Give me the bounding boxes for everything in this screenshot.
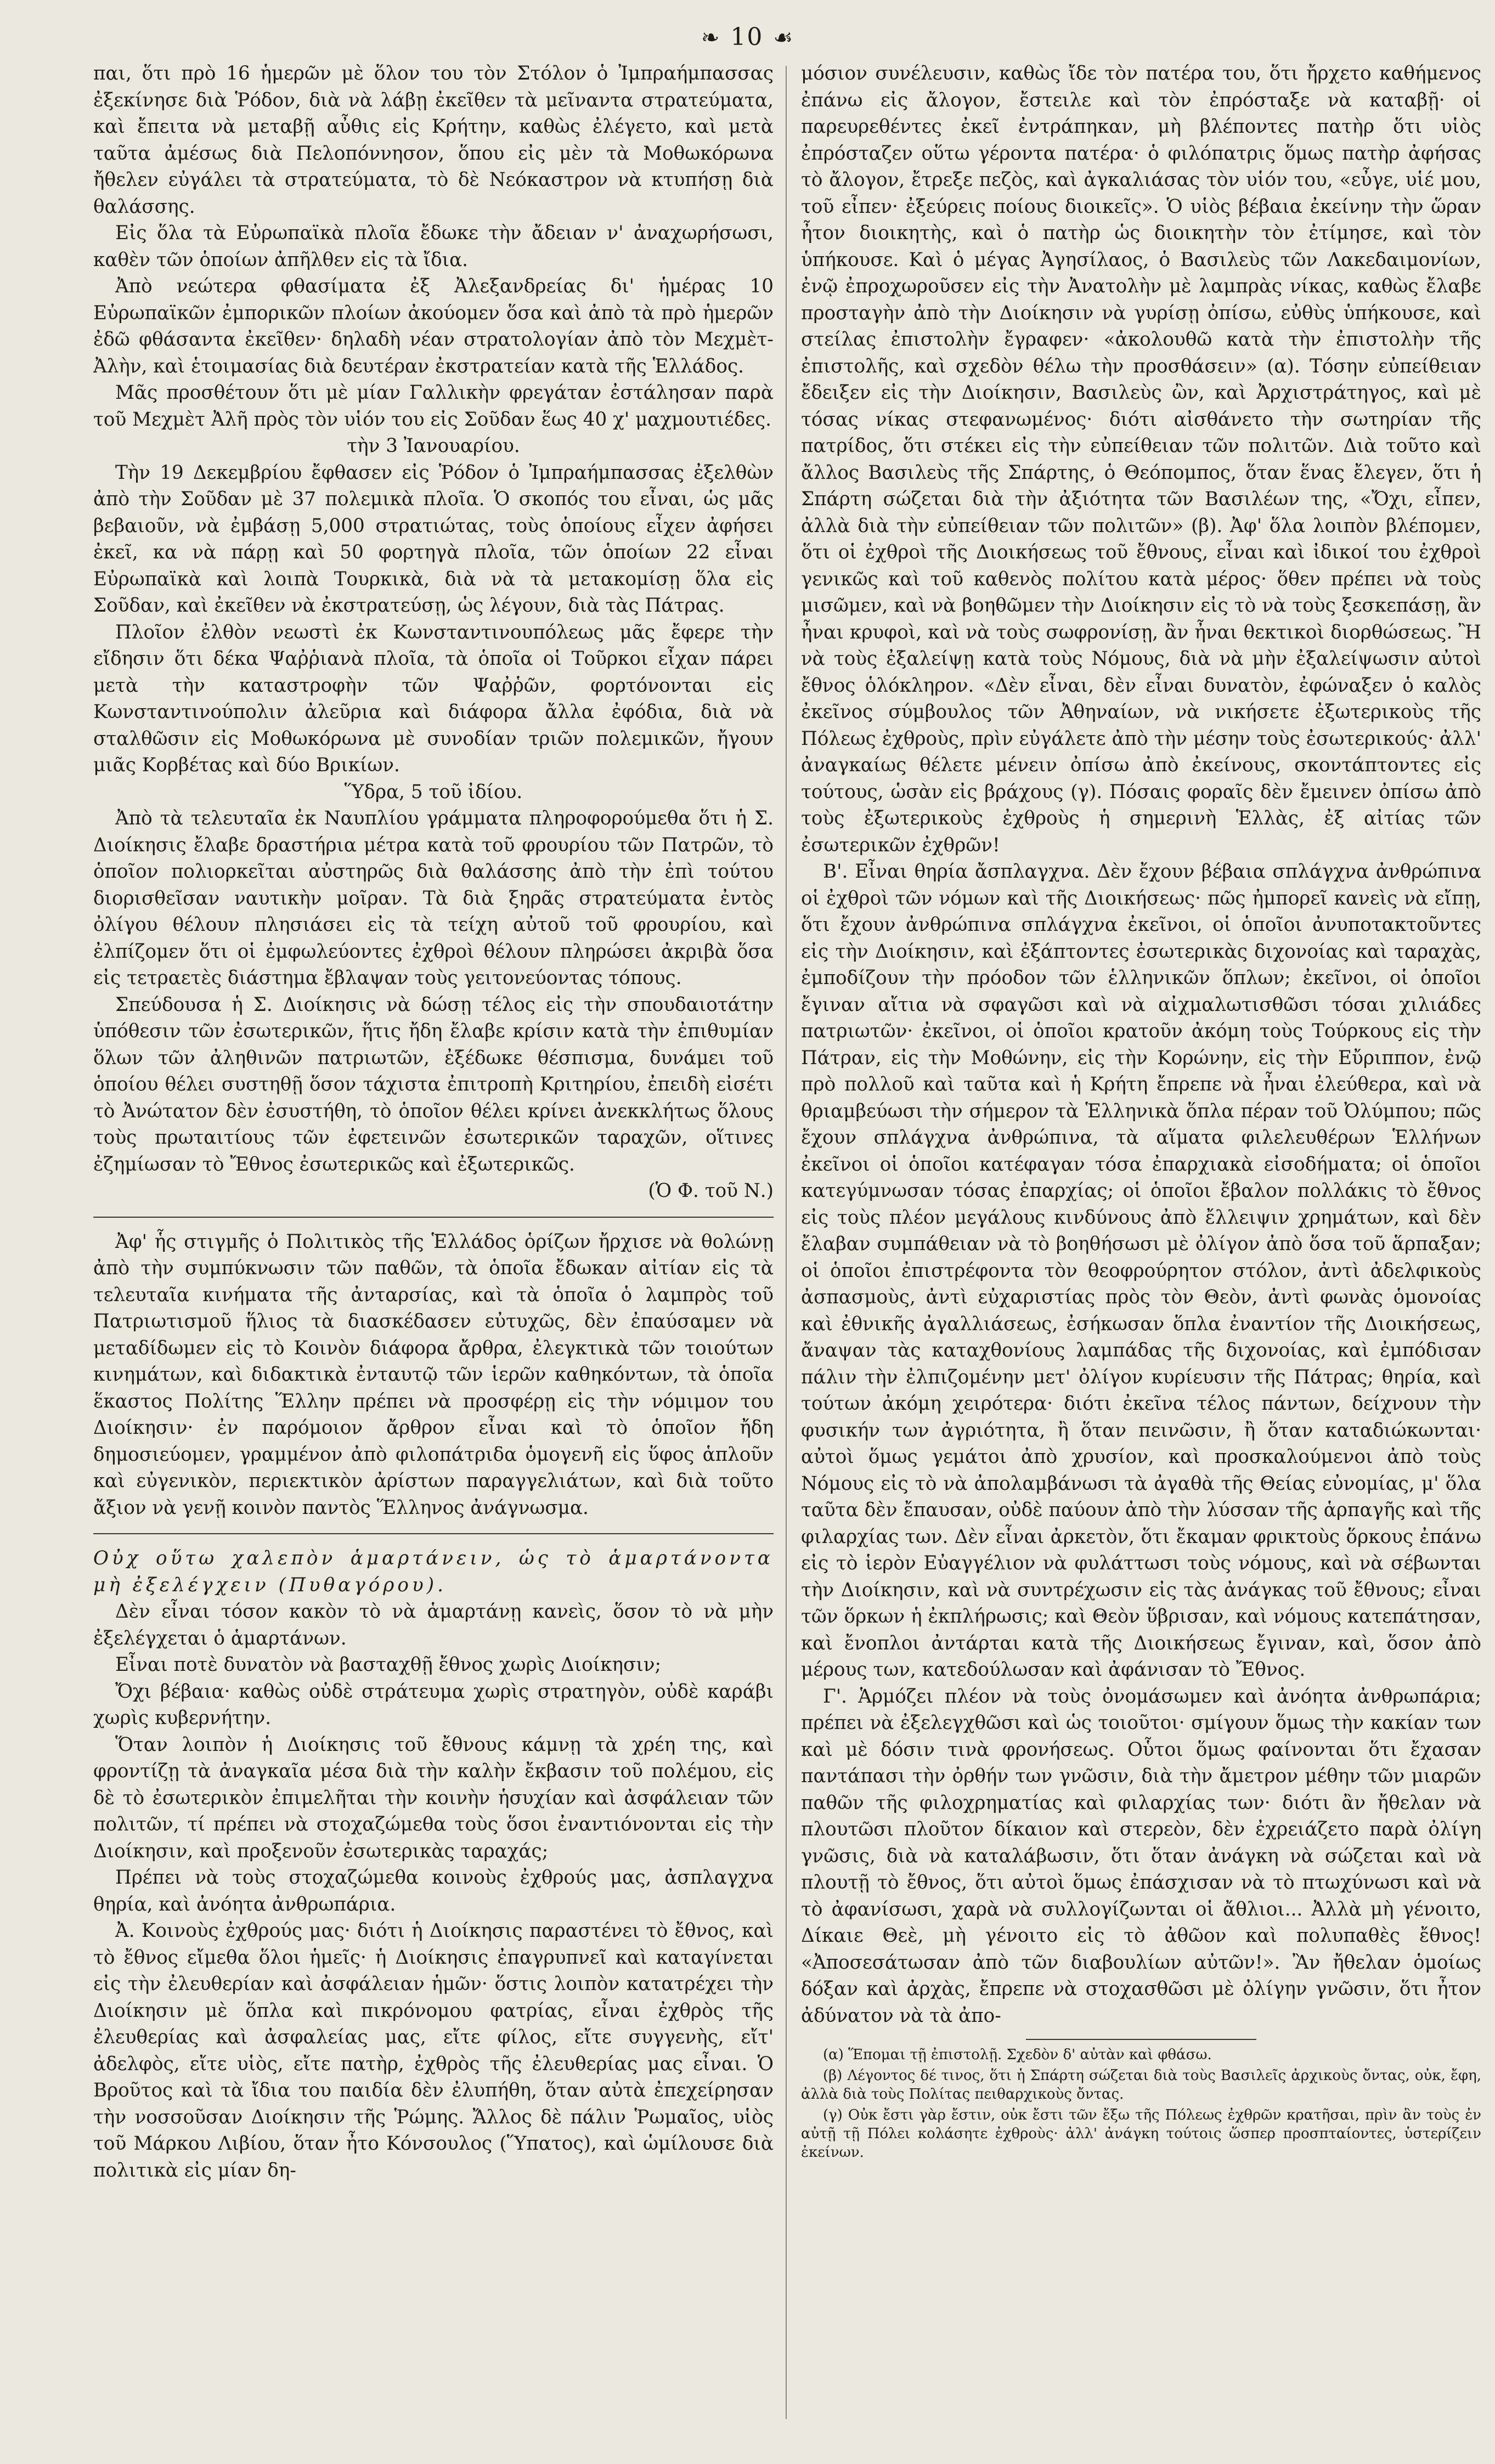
footnote: (β) Λέγοντος δέ τινος, ὅτι ἡ Σπάρτη σώζεται διὰ τοὺς Βασιλεῖς ἀρχικοὺς ὄντας, οὐκ, ἔφη, ἀλλὰ διὰ τοὺς Πολίτας πειθαρχικοὺς ὄντας. (801, 2067, 1481, 2103)
article-paragraph: παι, ὅτι πρὸ 16 ἡμερῶν μὲ ὅλον του τὸν Στόλον ὁ Ἰμπραήμπασσας ἐξεκίνησε διὰ Ῥόδον, διὰ νὰ λάβῃ ἐκεῖθεν τὰ μεῖναντα στρατεύματα, καὶ ἔπειτα νὰ μεταβῇ αὖθις εἰς Κρήτην, καθὼς ἐλέγετο, καὶ μετὰ ταῦτα ἀμέσως διὰ Πελοπόννησον, ὅπου εἰς μὲν τὰ Μοθωκόρωνα ἤθελεν εὐγάλει τὰ στρατεύματα, τὸ δὲ Νεόκαστρον νὰ κτυπήσῃ διὰ θαλάσσης. (93, 63, 774, 218)
article-paragraph: Πρέπει νὰ τοὺς στοχαζώμεθα κοινοὺς ἐχθρούς μας, ἀσπλαγχνα θηρία, καὶ ἀνόητα ἀνθρωπάρια. (93, 1867, 774, 1915)
dateline: τὴν 3 Ἰανουαρίου. (347, 435, 520, 457)
article-paragraph: Ἀ. Κοινοὺς ἐχθρούς μας· διότι ἡ Διοίκησις παραστένει τὸ ἔθνος, καὶ τὸ ἔθνος εἴμεθα ὅλοι ἡμεῖς· ἡ Διοίκησις ἐπαγρυπνεῖ καὶ καταγίνεται εἰς τὴν ἐλευθερίαν καὶ ἀσφάλειαν ἡμῶν· ὅστις λοιπὸν κατατρέχει τὴν Διοίκησιν μὲ ὅπλα καὶ πικρόνομου φατρίας, εἶναι ἐχθρὸς τῆς ἐλευθερίας καὶ ἀσφαλείας μας, εἴτε φίλος, εἴτε συγγενὴς, εἴτ' ἀδελφὸς, εἴτε υἱὸς, εἴτε πατὴρ, ἐχθρὸς τῆς ἐλευθερίας μας εἶναι. Ὁ Βροῦτος καὶ τὰ ἴδια του παιδία δὲν ἐλυπήθη, ὅταν αὐτὰ ἐπεχείρησαν τὴν νοσσοῦσαν Διοίκησιν τῆς Ῥώμης. Ἄλλος δὲ πάλιν Ῥωμαῖος, υἱὸς τοῦ Μάρκου Λιβίου, ὅταν ἦτο Κόνσουλος (Ὕπατος), καὶ ὡμίλουσε διὰ πολιτικὰ εἰς μίαν δη- (93, 1920, 774, 2182)
article-paragraph: Ἀπὸ νεώτερα φθασίματα ἐξ Ἀλεξανδρείας δι' ἡμέρας 10 Εὐρωπαϊκῶν ἐμπορικῶν πλοίων ἀκούομεν ὅσα καὶ ἀπὸ τὰ πρὸ ἡμερῶν ἐδῶ φθάσαντα ἐκεῖθεν· δηλαδὴ νέαν στρατολογίαν ἀπὸ τὸν Μεχμὲτ-Ἀλὴν, καὶ ἑτοιμασίας διὰ δευτέραν ἐκστρατείαν κατὰ τῆς Ἑλλάδος. (93, 275, 774, 377)
motto: Οὐχ οὕτω χαλεπὸν ἁμαρτάνειν, ὡς τὸ ἁμαρτάνοντα μὴ ἐξελέγχειν (Πυθαγόρου). (93, 1547, 774, 1596)
ornament-left-icon: ❧ (701, 25, 721, 50)
dateline: Ὕδρα, 5 τοῦ ἰδίου. (344, 781, 523, 803)
article-paragraph: Εἰς ὅλα τὰ Εὐρωπαϊκὰ πλοῖα ἔδωκε τὴν ἄδειαν ν' ἀναχωρήσωσι, καθὲν τῶν ὁποίων ἀπῆλθεν εἰς τὰ ἴδια. (93, 222, 774, 271)
page-number: 10 (730, 23, 764, 51)
section-divider (93, 1533, 774, 1534)
article-paragraph: Ὅταν λοιπὸν ἡ Διοίκησις τοῦ ἔθνους κάμνῃ τὰ χρέη της, καὶ φροντίζῃ τὰ ἀναγκαῖα μέσα διὰ τὴν καλὴν ἔκβασιν τοῦ πολέμου, εἰς δὲ τὸ ἐσωτερικὸν ἐπιμελῆται τὴν κοινὴν ἡσυχίαν καὶ ἀσφάλειαν τῶν πολιτῶν, τί πρέπει νὰ στοχαζώμεθα τοὺς ὅσοι ἐναντιόνονται εἰς τὴν Διοίκησιν, καὶ προξενοῦν ἐσωτερικὰς ταραχάς; (93, 1733, 774, 1862)
page-header (0, 15, 1495, 59)
ornament-right-icon: ☙ (773, 25, 794, 50)
right-column (801, 60, 1481, 2435)
footnote: (α) Ἕπομαι τῇ ἐπιστολῇ. Σχεδὸν δ' αὐτὰν καὶ φθάσω. (823, 2047, 1212, 2063)
footnote-divider (1026, 2039, 1256, 2040)
article-paragraph: μόσιον συνέλευσιν, καθὼς ἴδε τὸν πατέρα του, ὅτι ἤρχετο καθήμενος ἐπάνω εἰς ἄλογον, ἔστειλε καὶ τὸν ἐπρόσταξε νὰ καταβῇ· οἱ παρευρεθέντες ἐκεῖ ἐντράπηκαν, μὴ βλέποντες πατὴρ ὅτι υἱὸς ἐπρόσταζεν οὕτω γέροντα πατέρα· ὁ φιλόπατρις ὅμως πατὴρ ἀφήσας τὸ ἄλογον, ἔτρεξε πεζὸς, καὶ ἀγκαλιάσας τὸν υἱόν του, «εὖγε, υἱέ μου, τοῦ εἶπεν· ἐξεύρεις ποίους διοικεῖς». Ὁ υἱὸς βέβαια ἐκείνην τὴν ὥραν ἦτον διοικητὴς, καὶ ὁ πατὴρ ὡς διοικητὴν τὸν ἐτίμησε, καὶ τὸν ὑπήκουσε. Καὶ ὁ μέγας Ἀγησίλαος, ὁ Βασιλεὺς τῶν Λακεδαιμονίων, ἐνῷ ἐπροχωροῦσεν εἰς τὴν Ἀνατολὴν μὲ λαμπρὰς νίκας, καθὼς ἔλαβε προσταγὴν ἀπὸ τὴν Διοίκησιν νὰ γυρίσῃ ὀπίσω, εὐθὺς ὑπήκουσε, καὶ στείλας ἐπιστολὴν ἔγραφεν· «ἀκολουθῶ κατὰ τὴν ἐπιστολὴν τῆς ἐπιστολῆς, καὶ σχεδὸν θέλω τὴν προσθάσειν» (α). Τόσην εὐπείθειαν ἔδειξεν εἰς τὴν Διοίκησιν, Βασιλεὺς ὢν, καὶ Ἀρχιστράτηγος, καὶ μὲ τόσας νίκας στεφανωμένος· διότι αἰσθάνετο τὴν σωτηρίαν τῆς πατρίδος, ὅτι στέκει εἰς τὴν εὐπείθειαν τῶν πολιτῶν. Διὰ τοῦτο καὶ ἄλλος Βασιλεὺς τῆς Σπάρτης, ὁ Θεόπομπος, ὅταν ἕνας ἔλεγεν, ὅτι ἡ Σπάρτη σώζεται διὰ τὴν ἀξιότητα τῶν Βασιλέων της, «Ὄχι, εἶπεν, ἀλλὰ διὰ τὴν εὐπείθειαν τῶν πολιτῶν» (β). Ἀφ' ὅλα λοιπὸν βλέπομεν, ὅτι οἱ ἐχθροὶ τῆς Διοικήσεως τοῦ ἔθνους, εἶναι καὶ ἰδικοί του ἐχθροὶ γενικῶς καὶ τοῦ καθενὸς πολίτου κατὰ μέρος· ὅθεν πρέπει νὰ τοὺς μισῶμεν, καὶ νὰ βοηθῶμεν τὴν Διοίκησιν εἰς τὸ νὰ τοὺς ξεσκεπάσῃ, ἂν ἦναι κρυφοὶ, καὶ νὰ τοὺς σωφρονίσῃ, ἂν ἦναι θεκτικοὶ διορθώσεως. Ἢ νὰ τοὺς ἐξαλείψῃ κατὰ τοὺς Νόμους, διὰ νὰ μὴν ἐξαλείψωσιν αὐτοὶ ἔθνος ὁλόκληρον. «Δὲν εἶναι, δὲν εἶναι δυνατὸν, ἐφώναξεν ὁ καλὸς ἐκεῖνος σύμβουλος τῶν Ἀθηναίων, νὰ νικήσετε ἐξωτερικοὺς τῆς Πόλεως ἐχθροὺς, πρὶν εὐγάλετε ἀπὸ τὴν μέσην τοὺς ἐσωτερικούς· ἀλλ' ἀναγκαίως θέλετε μένειν ὀπίσω ἀπὸ ἐκείνους, σκοντάπτοντες εἰς τούτους, ὡσὰν εἰς βράχους (γ). Πόσαις φοραῖς δὲν ἔμεινεν ὀπίσω ἀπὸ τοὺς ἐξωτερικοὺς ἐχθροὺς ἡ σημερινὴ Ἑλλὰς, ἐξ αἰτίας τῶν ἐσωτερικῶν ἐχθρῶν! (801, 63, 1481, 856)
left-column (93, 60, 774, 2435)
editorial-intro: Ἀφ' ἧς στιγμῆς ὁ Πολιτικὸς τῆς Ἑλλάδος ὁρίζων ἤρχισε νὰ θολώνῃ ἀπὸ τὴν συμπύκνωσιν τῶν παθῶν, τὰ ὁποῖα ἔδωκαν αἰτίαν εἰς τὰ τελευταῖα κινήματα τῆς ἀνταρσίας, καὶ τὰ ὁποῖα ὁ λαμπρὸς τοῦ Πατριωτισμοῦ ἥλιος τὰ διασκέδασεν εὐτυχῶς, δὲν ἐπαύσαμεν νὰ μεταδίδωμεν εἰς τὸ Κοινὸν διάφορα ἄρθρα, ἐλεγκτικὰ τῶν τοιούτων κινημάτων, καὶ διδακτικὰ ἐνταυτῷ τῶν ἱερῶν καθηκόντων, τὰ ὁποῖα ἕκαστος Πολίτης Ἕλλην πρέπει νὰ προσφέρῃ εἰς τὴν νόμιμον του Διοίκησιν· ἐν παρόμοιον ἄρθρον εἶναι καὶ τὸ ὁποῖον ἤδη δημοσιεύομεν, γραμμένον ἀπὸ φιλοπάτριδα ὁμογενῆ εἰς ὕφος ἁπλοῦν καὶ εὐγενικὸν, περιεκτικὸν ἀρίστων παραγγελιάτων, καὶ διὰ τοῦτο ἄξιον νὰ γενῇ κοινὸν παντὸς Ἕλληνος ἀνάγνωσμα. (93, 1230, 774, 1519)
article-paragraph: Τὴν 19 Δεκεμβρίου ἔφθασεν εἰς Ῥόδον ὁ Ἰμπραήμπασσας ἐξελθὼν ἀπὸ τὴν Σοῦδαν μὲ 37 πολεμικὰ πλοῖα. Ὁ σκοπός του εἶναι, ὡς μᾶς βεβαιοῦν, νὰ ἐμβάσῃ 5,000 στρατιώτας, τοὺς ὁποίους εἶχεν ἀφήσει ἐκεῖ, κα νὰ πάρῃ καὶ 50 φορτηγὰ πλοῖα, τῶν ὁποίων 22 εἶναι Εὐρωπαϊκὰ καὶ λοιπὰ Τουρκικὰ, διὰ νὰ τὰ μετακομίσῃ ὅλα εἰς Σοῦδαν, καὶ ἐκεῖθεν νὰ ἐκστρατεύσῃ, ὡς λέγουν, διὰ τὰς Πάτρας. (93, 461, 774, 617)
article-paragraph: Σπεύδουσα ἡ Σ. Διοίκησις νὰ δώσῃ τέλος εἰς τὴν σπουδαιοτάτην ὑπόθεσιν τῶν ἐσωτερικῶν, ἥτις ἤδη ἔλαβε κρίσιν κατὰ τὴν ἐπιθυμίαν ὅλων τῶν ἀληθινῶν πατριωτῶν, ἐξέδωκε θέσπισμα, δυνάμει τοῦ ὁποίου θέλει συστηθῇ ὅσον τάχιστα ἐπιτροπὴ Κριτηρίου, ἐπειδὴ εἰσέτι τὸ Ἀνώτατον δὲν ἐσυστήθη, τὸ ὁποῖον θέλει κρίνει ἀνεκκλήτως ὅλους τοὺς πρωταιτίους τῶν ἐφετεινῶν ἐσωτερικῶν ταραχῶν, οἵτινες ἐζημίωσαν τὸ Ἔθνος ἐσωτερικῶς καὶ ἐξωτερικῶς. (93, 993, 774, 1176)
section-divider (93, 1217, 774, 1218)
article-paragraph: Πλοῖον ἐλθὸν νεωστὶ ἐκ Κωνσταντινουπόλεως μᾶς ἔφερε τὴν εἴδησιν ὅτι δέκα Ψαῤῥιανὰ πλοῖα, τὰ ὁποῖα οἱ Τοῦρκοι εἶχαν πάρει μετὰ τὴν καταστροφὴν τῶν Ψαῤῥῶν, φορτόνονται εἰς Κωνσταντινούπολιν ἀλεῦρια καὶ διάφορα ἄλλα ἐφόδια, διὰ νὰ σταλθῶσιν εἰς Μοθωκόρωνα μὲ συνοδίαν τριῶν πολεμικῶν, ἤγουν μιᾶς Κορβέτας καὶ δύο Βρικίων. (93, 621, 774, 776)
column-rule (786, 66, 787, 2419)
article-paragraph: Μᾶς προσθέτουν ὅτι μὲ μίαν Γαλλικὴν φρεγάταν ἐστάλησαν παρὰ τοῦ Μεχμὲτ Ἀλῆ πρὸς τὸν υἱόν του εἰς Σοῦδαν ἕως 40 χ' μαχμουτιέδες. (93, 382, 774, 431)
article-paragraph: Β'. Εἶναι θηρία ἄσπλαγχνα. Δὲν ἔχουν βέβαια σπλάγχνα ἀνθρώπινα οἱ ἐχθροὶ τῶν νόμων καὶ τῆς Διοικήσεως· πῶς ἠμπορεῖ κανεὶς νὰ εἴπῃ, ὅτι ἔχουν ἀνθρώπινα σπλάγχνα ἐκεῖνοι, οἱ ὁποῖοι ἀνυποτακτοῦντες εἰς τὴν Διοίκησιν, καὶ ἐξάπτοντες ἐσωτερικὰς διχονοίας καὶ ταραχὰς, ἐμποδίζουν τὴν πρόοδον τῶν ἑλληνικῶν ὅπλων; ἐκεῖνοι, οἱ ὁποῖοι ἔγιναν αἴτια νὰ σφαγῶσι καὶ νὰ αἰχμαλωτισθῶσι τόσαι χιλιάδες πατριωτῶν· ἐκεῖνοι, οἱ ὁποῖοι κρατοῦν ἀκόμη τοὺς Τούρκους εἰς τὴν Πάτραν, εἰς τὴν Μοθώνην, εἰς τὴν Κορώνην, εἰς τὴν Εὔριππον, ἐνῷ πρὸ πολλοῦ καὶ ταῦτα καὶ ἡ Κρήτη ἔπρεπε νὰ ἦναι ἐλεύθερα, καὶ νὰ θριαμβεύωσι τὴν σήμερον τὰ Ἑλληνικὰ ὅπλα πέραν τοῦ Ὀλύμπου; πῶς ἔχουν σπλάγχνα ἀνθρώπινα, τὰ αἵματα φιλελευθέρων Ἑλλήνων ἐκεῖνοι οἱ ὁποῖοι κατέφαγαν τόσα ἐπαρχιακὰ εἰσοδήματα; οἱ ὁποῖοι κατεγύμνωσαν τόσας ἐπαρχίας; οἱ ὁποῖοι ἔβαλον πολλάκις τὸ ἔθνος εἰς τοὺς πλέον μεγάλους κινδύνους ἀπὸ ἔλλειψιν χρημάτων, καὶ δὲν ἔλαβαν συμπάθειαν νὰ τὸ βοηθήσωσι μὲ ὀλίγον ἀπὸ ὅσα τοῦ ἅρπαξαν; οἱ ὁποῖοι ἐπιστρέφοντα τὸν θεοφρούρητον στόλον, ἀντὶ ἀδελφικοὺς ἀσπασμοὺς, ἀντὶ εὐχαριστίας πρὸς τὸν Θεὸν, ἀντὶ φωνὰς ὁμονοίας καὶ ἐθνικῆς ἀγαλλιάσεως, ἐσήκωσαν ὅπλα ἐναντίον τῆς Διοικήσεως, ἄναψαν τὰς καταχθονίους λαμπάδας τῆς διχονοίας, καὶ ἐμπόδισαν πάλιν τὴν ἐλπιζομένην μετ' ὀλίγον κυρίευσιν τῆς Πάτρας; θηρία, καὶ τούτων ἀκόμη χειρότερα· διότι ἐκεῖνα τέλος πάντων, δείχνουν τὴν φυσικήν των ἀγριότητα, ἢ ὅταν πεινῶσιν, ἢ ὅταν καταδιώκωνται· αὐτοὶ ὅμως γεμάτοι ἀπὸ χρυσίον, καὶ προσκαλούμενοι ἀπὸ τοὺς Νόμους εἰς τὸ νὰ ἀπολαμβάνωσι τὰ ἀγαθὰ τῆς Θείας εὐνομίας, μ' ὅλα ταῦτα δὲν ἔπαυσαν, οὐδὲ παύουν ἀπὸ τὴν λύσσαν τῆς ἁρπαγῆς καὶ τῆς φιλαρχίας των. Δὲν εἶναι ἀρκετὸν, ὅτι ἔκαμαν φρικτοὺς ὅρκους ἐπάνω εἰς τὸ ἱερὸν Εὐαγγέλιον νὰ φυλάττωσι τοὺς νόμους, καὶ νὰ σέβωνται τὴν Διοίκησιν, καὶ νὰ συντρέχωσιν εἰς τὰς ἀνάγκας τοῦ ἔθνους; εἶναι τῶν ὅρκων ἡ ἐκπλήρωσις; καὶ Θεὸν ὕβρισαν, καὶ νόμους κατεπάτησαν, καὶ ἔνοπλοι ἀντάρται κατὰ τῆς Διοικήσεως ἔγιναν, καὶ, ὅσον ἀπὸ μέρους των, κατεδούλωσαν καὶ ἀφάνισαν τὸ Ἔθνος. (801, 861, 1481, 1681)
article-paragraph: Ἀπὸ τὰ τελευταῖα ἐκ Ναυπλίου γράμματα πληροφορούμεθα ὅτι ἡ Σ. Διοίκησις ἔλαβε δραστήρια μέτρα κατὰ τοῦ φρουρίου τῶν Πατρῶν, τὸ ὁποῖον πολιορκεῖται αὐστηρῶς διὰ θαλάσσης ἀπὸ τὴν ἐπὶ τούτου διορισθεῖσαν ναυτικὴν μοῖραν. Τὰ διὰ ξηρᾶς στρατεύματα ἐντὸς ὀλίγου θέλουν πλησιάσει εἰς τὰ τείχη αὐτοῦ τοῦ φρουρίου, καὶ ἐλπίζομεν ὅτι οἱ ἐμφωλεύοντες ἐχθροὶ θέλουν πληρώσει ἀκριβὰ ὅσα εἰς τετραετὲς διάστημα ἔβλαψαν τοὺς γειτονεύοντας τόπους. (93, 807, 774, 989)
article-paragraph: Εἶναι ποτὲ δυνατὸν νὰ βασταχθῇ ἔθνος χωρὶς Διοίκησιν; (115, 1654, 662, 1676)
article-paragraph: Γ'. Ἁρμόζει πλέον νὰ τοὺς ὀνομάσωμεν καὶ ἀνόητα ἀνθρωπάρια; πρέπει νὰ ἐξελεγχθῶσι καὶ ὡς τοιοῦτοι· σμίγουν ὅμως τὴν κακίαν των καὶ μὲ δόσιν τινὰ φρονήσεως. Οὗτοι ὅμως φαίνονται ὅτι ἔχασαν παντάπασι τὴν ὀρθήν των γνῶσιν, διὰ τὴν ἄμετρον μέθην τῶν μιαρῶν παθῶν τῆς φιλοχρηματίας καὶ φιλαρχίας των· διότι ἂν ἤθελαν νὰ πλουτῶσι πλοῦτον δίκαιον καὶ στερεὸν, δὲν ἐχρειάζετο παρὰ ὀλίγη γνῶσις, διὰ νὰ καταλάβωσιν, ὅτι ὅταν ἀνάγκη νὰ σώζεται καὶ νὰ πλουτῇ τὸ ἔθνος, ὅτι αὐτοὶ ὅμως ἐπάσχισαν νὰ τὸ πτωχύνωσι καὶ νὰ τὸ ἀφανίσωσι, χαρὰ νὰ συλλογίζωνται οἱ ἄθλιοι... Ἀλλὰ μὴ γένοιτο, Δίκαιε Θεὲ, μὴ γένοιτο εἰς τὸ ἀθῶον καὶ πολυπαθὲς ἔθνος! «Ἀποσεσάτωσαν ἀπὸ τῶν διαβουλίων αὐτῶν!». Ἂν ἤθελαν ὁμοίως δόξαν καὶ ἀρχὰς, ἔπρεπε νὰ στοχασθῶσι μὲ ὀλίγην γνῶσιν, ὅτι ἦτον ἀδύνατον νὰ τὰ ἀπο- (801, 1685, 1481, 2027)
source-signature: (Ὁ Φ. τοῦ Ν.) (648, 1180, 774, 1202)
footnote: (γ) Οὐκ ἔστι γὰρ ἔστιν, οὐκ ἔστι τῶν ἔξω τῆς Πόλεως ἐχθρῶν κρατῆσαι, πρὶν ἂν τοὺς ἐν αὐτῇ τῇ Πόλει κολάσητε ἐχθροὺς· ἀλλ' ἀνάγκη τούτοις ὥσπερ προσπταίοντες, ὑστερίζειν ἐκείνων. (801, 2107, 1481, 2161)
article-paragraph: Ὄχι βέβαια· καθὼς οὐδὲ στράτευμα χωρὶς στρατηγὸν, οὐδὲ καράβι χωρὶς κυβερνήτην. (93, 1680, 774, 1729)
article-paragraph: Δὲν εἶναι τόσον κακὸν τὸ νὰ ἁμαρτάνῃ κανεὶς, ὅσον τὸ νὰ μὴν ἐξελέγχεται ὁ ἁμαρτάνων. (93, 1601, 774, 1649)
